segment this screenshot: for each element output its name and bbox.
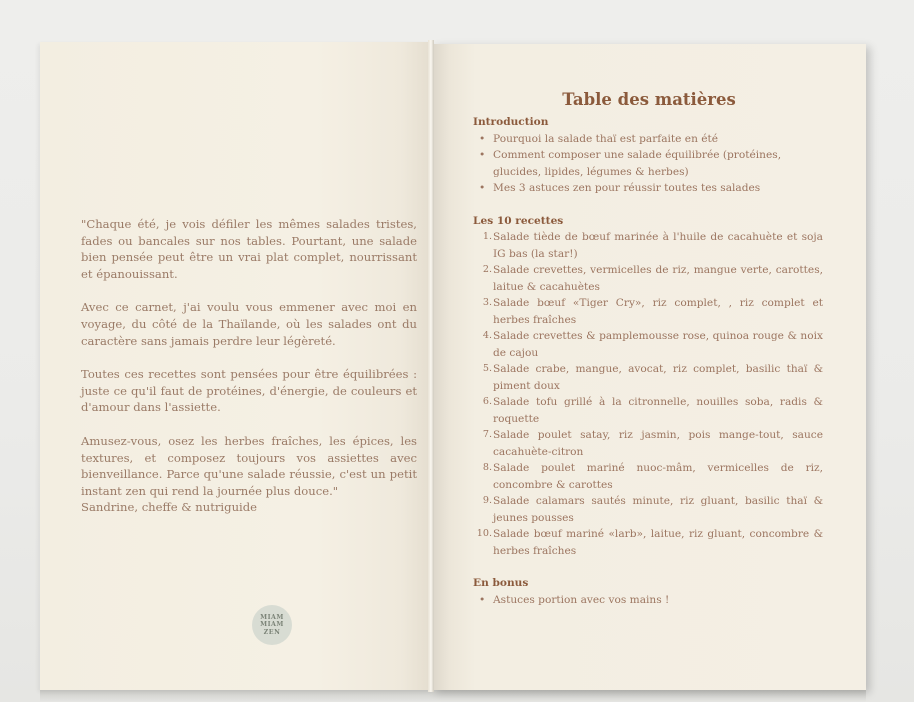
item-number: 2. [482, 264, 492, 275]
bonus-list [473, 592, 823, 609]
section-heading-introduction: Introduction [473, 116, 549, 128]
item-label: Salade crevettes, vermicelles de riz, mangue verte, carottes, laitue & cacahuètes [493, 264, 823, 293]
quote-paragraph-2: Avec ce carnet, j'ai voulu vous emmener avec moi en voyage, du côté de la Thaïlande, où les salades ont du caractère sans jamais perdre leur légèreté. [81, 300, 417, 348]
book-spine [428, 40, 434, 692]
item-number: 8. [482, 462, 492, 473]
item-number: 6. [482, 396, 492, 407]
book-shadow [40, 688, 866, 702]
preface-quote [81, 216, 417, 516]
item-number: 4. [482, 330, 492, 341]
list-item: • Mes 3 astuces zen pour réussir toutes tes salades [493, 180, 823, 197]
item-number: 9. [482, 495, 492, 506]
item-number: 7. [482, 429, 492, 440]
left-page [40, 42, 432, 690]
list-item [482, 361, 823, 394]
table-of-contents [473, 114, 823, 608]
list-item: • Astuces portion avec vos mains ! [493, 592, 823, 609]
item-label: Salade bœuf «Tiger Cry», riz complet, , riz complet et herbes fraîches [493, 297, 823, 326]
list-item [482, 262, 823, 295]
right-page [432, 44, 866, 690]
item-label: Salade poulet mariné nuoc-mâm, vermicelles de riz, concombre & carottes [493, 462, 823, 491]
list-item [476, 526, 823, 559]
list-item [482, 427, 823, 460]
item-label: Salade bœuf mariné «larb», laitue, riz gluant, concombre & herbes fraîches [493, 528, 823, 557]
list-item [482, 328, 823, 361]
logo-line-3: ZEN [263, 628, 281, 636]
brand-logo [252, 605, 292, 645]
item-number: 10. [476, 528, 492, 539]
list-item: • Pourquoi la salade thaï est parfaite en été [493, 131, 823, 148]
section-heading-recipes: Les 10 recettes [473, 214, 564, 227]
item-label: Salade tofu grillé à la citronnelle, nouilles soba, radis & roquette [493, 396, 823, 425]
item-label: Salade poulet satay, riz jasmin, pois mange-tout, sauce cacahuète-citron [493, 429, 823, 458]
author-signature: Sandrine, cheffe & nutriguide [81, 500, 258, 514]
list-item: • Comment composer une salade équilibrée (protéines, glucides, lipides, légumes & herbes) [493, 147, 823, 180]
quote-paragraph-1: "Chaque été, je vois défiler les mêmes salades tristes, fades ou bancales sur nos tables. Pourtant, une salade bien pensée peut être un vrai plat complet, nourrissant et épanouissant. [81, 217, 417, 281]
item-number: 1. [482, 231, 492, 242]
item-number: 3. [482, 297, 492, 308]
item-label: Salade crevettes & pamplemousse rose, quinoa rouge & noix de cajou [493, 330, 823, 359]
quote-paragraph-4: Amusez-vous, osez les herbes fraîches, les épices, les textures, et composez toujours vos assiettes avec bienveillance. Parce qu'une salade réussie, c'est un petit instant zen qui rend la journée plus douce." [81, 433, 417, 498]
list-item [482, 229, 823, 262]
item-label: Salade crabe, mangue, avocat, riz complet, basilic thaï & piment doux [493, 363, 823, 392]
section-heading-bonus: En bonus [473, 577, 529, 589]
page-title: Table des matières [562, 90, 736, 109]
item-number: 5. [482, 363, 492, 374]
item-label: Salade tiède de bœuf marinée à l'huile de cacahuète et soja IG bas (la star!) [493, 231, 823, 260]
item-label: Salade calamars sautés minute, riz gluant, basilic thaï & jeunes pousses [493, 495, 823, 524]
recipes-list [473, 229, 823, 559]
list-item [482, 460, 823, 493]
quote-paragraph-3: Toutes ces recettes sont pensées pour être équilibrées : juste ce qu'il faut de protéines, d'énergie, de couleurs et d'amour dans l'assiette. [81, 367, 417, 415]
intro-list [473, 131, 823, 197]
logo-line-2: MIAM [260, 621, 284, 629]
list-item [482, 394, 823, 427]
logo-line-1: MIAM [260, 613, 284, 621]
list-item [482, 295, 823, 328]
list-item [482, 493, 823, 526]
